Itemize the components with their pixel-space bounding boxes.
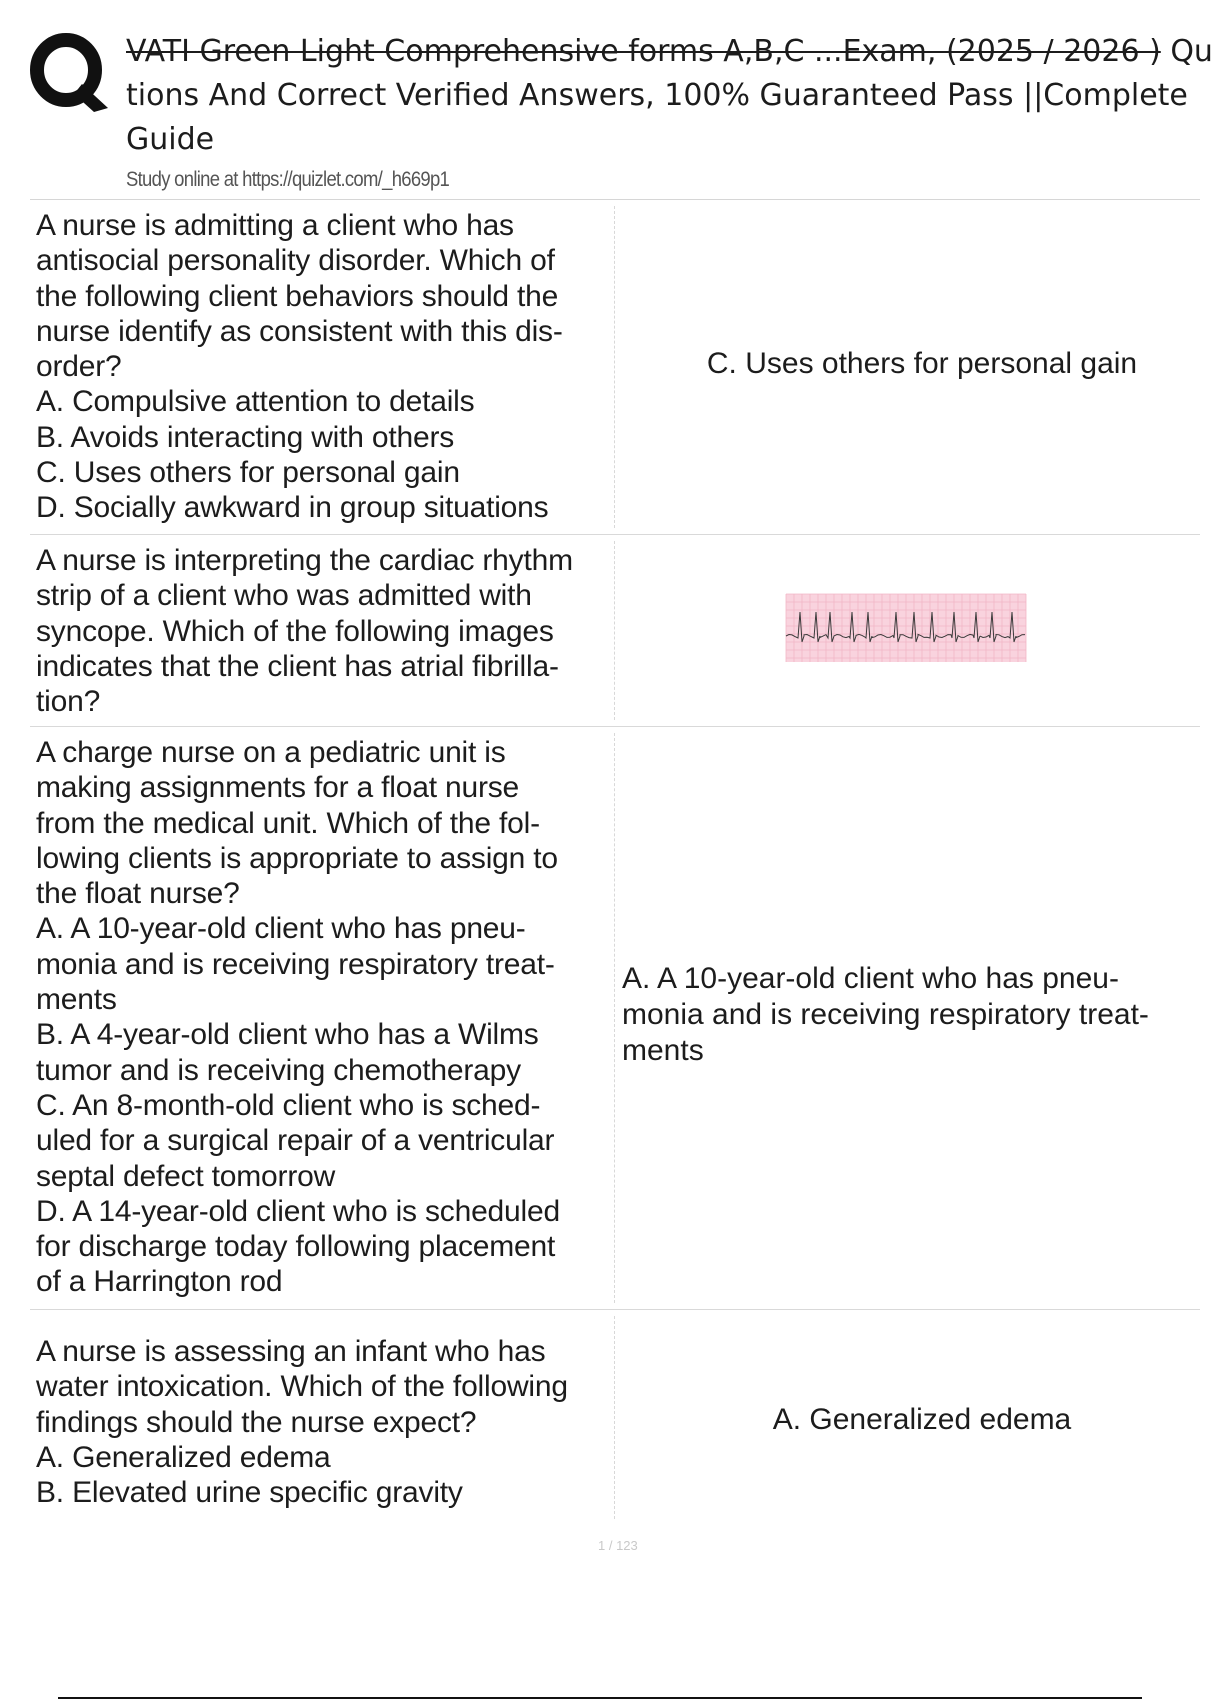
question-text: A nurse is assessing an infant who has water intoxication. Which of the following findings should the nurse expect? A. Generalized edema B. Elevated urine specific gravity (36, 1335, 568, 1510)
question-text: A nurse is admitting a client who has antisocial personality disorder. Which of the following client behaviors should the nurse identify as consistent with this dis- order? A. Compulsive attention to details B. Avoids interacting with others C. Uses others for personal gain D. Socially awkward in group situations (36, 209, 563, 525)
page-bottom-rule (58, 1697, 1142, 1699)
ecg-rhythm-strip-image (786, 594, 1026, 662)
quizlet-q-logo-icon (30, 28, 110, 114)
column-divider (614, 541, 615, 720)
question-text: A charge nurse on a pediatric unit is making assignments for a float nurse from the medical unit. Which of the fol- lowing clients is appropriate to assign to the float nurse? A. A 10-year-old client who has pneu- monia and is receiving respiratory treat- ments B. A 4-year-old client who has a Wilms tumor and is receiving chemotherapy C. An 8-month-old client who is sched- uled for a surgical repair of a ventricular septal defect tomorrow D. A 14-year-old client who is scheduled for discharge today following placement of a Harrington rod (36, 736, 560, 1299)
document-title (126, 30, 1226, 162)
flashcard-row (30, 200, 1200, 535)
column-divider (614, 733, 615, 1303)
study-online-link[interactable]: Study online at https://quizlet.com/_h669p1 (126, 168, 450, 191)
title-line-2: tions And Correct Verified Answers, 100% Guaranteed Pass ||Complete (126, 78, 1188, 113)
answer-text: A. Generalized edema (772, 1403, 1072, 1436)
answer-text: C. Uses others for personal gain (706, 347, 1138, 380)
column-divider (614, 1316, 615, 1519)
answer-text: A. A 10-year-old client who has pneu- monia and is receiving respiratory treat- ments (622, 962, 1149, 1067)
flashcard-row (30, 1310, 1200, 1525)
title-line-3: Guide (126, 122, 215, 157)
page-number: 1 / 123 (598, 1538, 638, 1553)
column-divider (614, 206, 615, 528)
title-line-1: VATI Green Light Comprehensive forms A,B,C ...Exam, (2025 / 2026 ) Qu (126, 34, 1213, 69)
flashcard-row (30, 727, 1200, 1310)
question-text: A nurse is interpreting the cardiac rhythm strip of a client who was admitted with syncope. Which of the following images indicates that the client has atrial fibrilla- tion? (36, 544, 573, 719)
